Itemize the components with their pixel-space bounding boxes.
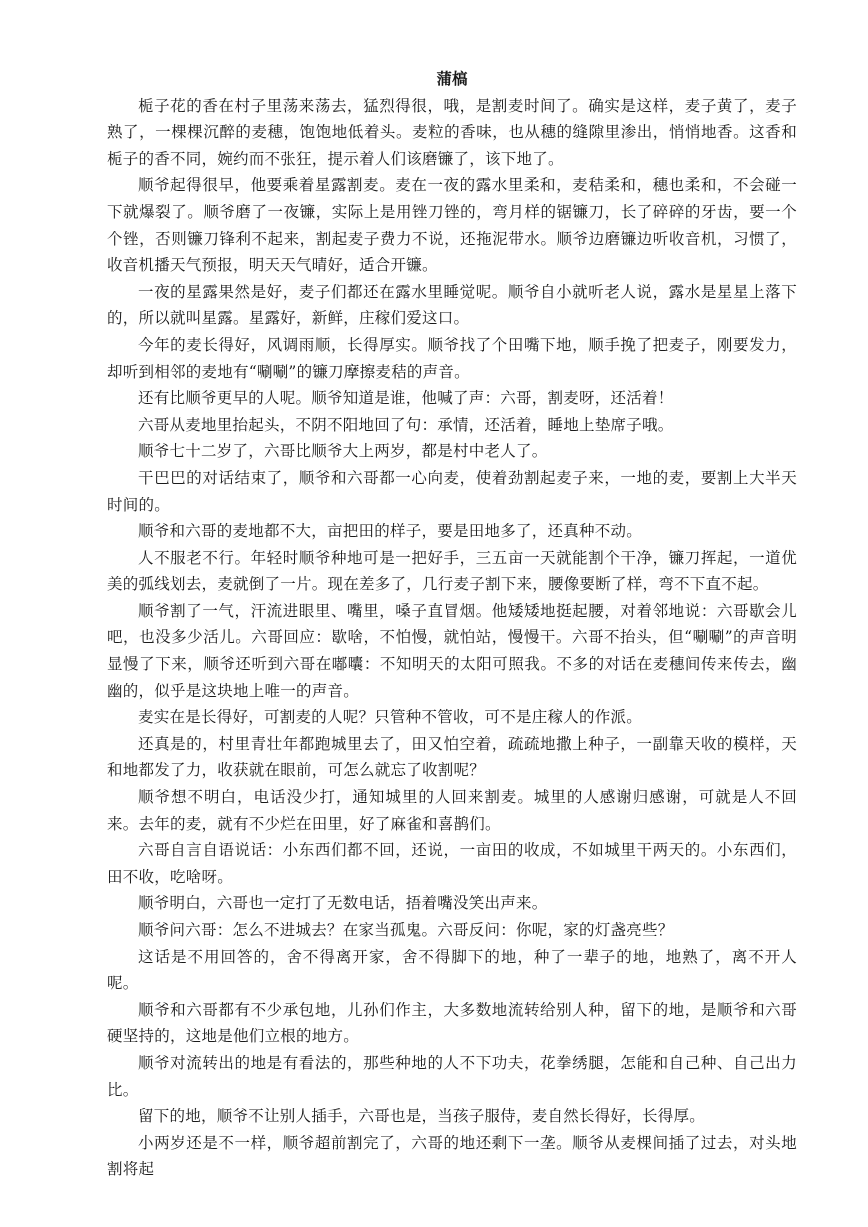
paragraph-1: 栀子花的香在村子里荡来荡去，猛烈得很，哦，是割麦时间了。确实是这样，麦子黄了，麦子熟了，一棵棵沉醉的麦穗，饱饱地低着头。麦粒的香味，也从穗的缝隙里渗出，悄悄地香。这香和栀子的香不同，婉约而不张狂，提示着人们该磨镰了，该下地了。 xyxy=(107,96,797,168)
paragraph-15: 六哥自言自语说话：小东西们都不回，还说，一亩田的收成，不如城里干两天的。小东西们，田不收，吃啥呀。 xyxy=(107,841,797,886)
article-title: 蒲槁 xyxy=(436,69,468,88)
paragraph-7: 顺爷七十二岁了，六哥比顺爷大上两岁，都是村中老人了。 xyxy=(138,442,548,461)
paragraph-22: 小两岁还是不一样，顺爷超前割完了，六哥的地还剩下一垄。顺爷从麦棵间插了过去，对头地割将起 xyxy=(107,1133,797,1179)
paragraph-6: 六哥从麦地里抬起头，不阴不阳地回了句：承情，还活着，睡地上垫席子哦。 xyxy=(138,415,674,434)
paragraph-8: 干巴巴的对话结束了，顺爷和六哥都一心向麦，使着劲割起麦子来，一地的麦，要割上大半天时间的。 xyxy=(107,468,797,514)
paragraph-2: 顺爷起得很早，他要乘着星露割麦。麦在一夜的露水里柔和，麦秸柔和，穗也柔和，不会碰一下就爆裂了。顺爷磨了一夜镰，实际上是用锉刀锉的，弯月样的锯镰刀，长了碎碎的牙齿，要一个个锉，否则镰刀锋利不起来，割起麦子费力不说，还拖泥带水。顺爷边磨镰边听收音机，习惯了，收音机播天气预报，明天天气晴好，适合开镰。 xyxy=(107,176,797,275)
article-body xyxy=(107,66,797,1183)
paragraph-21: 留下的地，顺爷不让别人插手，六哥也是，当孩子服侍，麦自然长得好，长得厚。 xyxy=(138,1107,706,1126)
paragraph-13: 还真是的，村里青壮年都跑城里去了，田又怕空着，疏疏地撒上种子，一副靠天收的模样，天和地都发了力，收获就在眼前，可怎么就忘了收割呢？ xyxy=(107,734,797,780)
paragraph-3: 一夜的星露果然是好，麦子们都还在露水里睡觉呢。顺爷自小就听老人说，露水是星星上落下的，所以就叫星露。星露好，新鲜，庄稼们爱这口。 xyxy=(107,282,797,328)
paragraph-19: 顺爷和六哥都有不少承包地，儿孙们作主，大多数地流转给别人种，留下的地，是顺爷和六哥硬坚持的，这地是他们立根的地方。 xyxy=(107,1000,797,1046)
paragraph-10: 人不服老不行。年轻时顺爷种地可是一把好手，三五亩一天就能割个干净，镰刀挥起，一道优美的弧线划去，麦就倒了一片。现在差多了，几行麦子割下来，腰像要断了样，弯不下直不起。 xyxy=(107,548,797,594)
paragraph-20: 顺爷对流转出的地是有看法的，那些种地的人不下功夫，花拳绣腿，怎能和自己种、自己出力比。 xyxy=(107,1053,797,1099)
paragraph-4: 今年的麦长得好，风调雨顺，长得厚实。顺爷找了个田嘴下地，顺手挽了把麦子，刚要发力，却听到相邻的麦地有“唰唰”的镰刀摩擦麦秸的声音。 xyxy=(107,335,797,381)
paragraph-17: 顺爷问六哥：怎么不进城去？在家当孤鬼。六哥反问：你呢，家的灯盏亮些？ xyxy=(138,921,674,939)
paragraph-14: 顺爷想不明白，电话没少打，通知城里的人回来割麦。城里的人感谢归感谢，可就是人不回来。去年的麦，就有不少烂在田里，好了麻雀和喜鹊们。 xyxy=(107,788,797,833)
paragraph-12: 麦实在是长得好，可割麦的人呢？只管种不管收，可不是庄稼人的作派。 xyxy=(138,708,643,727)
paragraph-11: 顺爷割了一气，汗流进眼里、嘴里，嗓子直冒烟。他矮矮地挺起腰，对着邻地说：六哥歇会儿吧，也没多少活儿。六哥回应：歇啥，不怕慢，就怕站，慢慢干。六哥不抬头，但“唰唰”的声音明显慢了下来，顺爷还听到六哥在嘟囔：不知明天的太阳可照我。不多的对话在麦穗间传来传去，幽幽的，似乎是这块地上唯一的声音。 xyxy=(107,601,797,700)
paragraph-5: 还有比顺爷更早的人呢。顺爷知道是谁，他喊了声：六哥，割麦呀，还活着！ xyxy=(138,389,674,408)
paragraph-16: 顺爷明白，六哥也一定打了无数电话，捂着嘴没笑出声来。 xyxy=(138,894,548,913)
paragraph-18: 这话是不用回答的，舍不得离开家，舍不得脚下的地，种了一辈子的地，地熟了，离不开人呢。 xyxy=(107,947,797,993)
paragraph-9: 顺爷和六哥的麦地都不大，亩把田的样子，要是田地多了，还真种不动。 xyxy=(138,522,643,541)
